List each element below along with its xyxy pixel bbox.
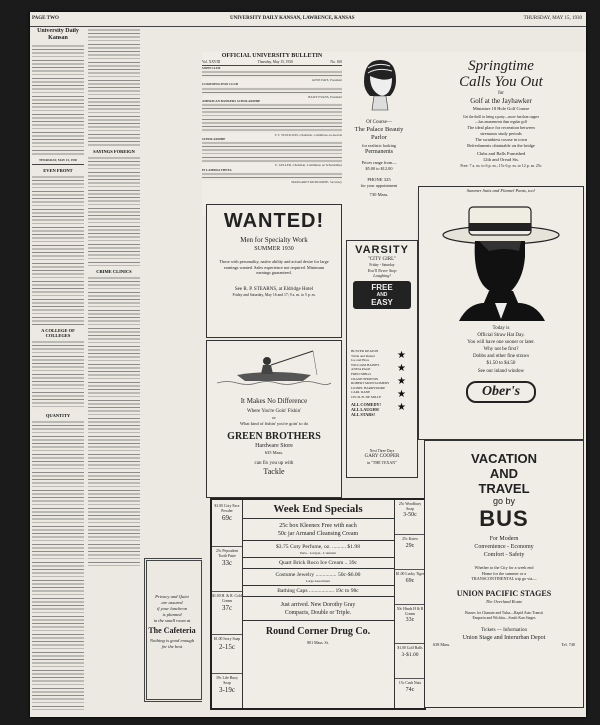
right-item-price: 3-$1.00 xyxy=(401,651,419,658)
varsity-tag-1: ALL COMEDY! xyxy=(351,401,381,407)
bus-depot: Union Stage and Interurban Depot xyxy=(462,634,546,641)
obers-line-3: You will have one sooner or later. xyxy=(467,340,535,345)
varsity-tag-3: ALL STARS! xyxy=(351,412,376,418)
springtime-p4: strenuous study periods xyxy=(480,131,522,136)
obers-line-2: Official Straw Hat Day. xyxy=(477,333,525,338)
right-item-price: 29c xyxy=(405,542,415,549)
bus-line-8: Emporia and Wichita—South Kan Stages xyxy=(472,615,536,620)
springtime-course: Miniature 18 Hole Golf Course xyxy=(472,106,530,111)
editorial-body-1 xyxy=(32,175,84,325)
masthead-staff xyxy=(32,44,84,156)
cast-member: ROBERT MONTGOMERY xyxy=(351,381,390,386)
cafeteria-line-3: if your luncheon xyxy=(156,606,188,611)
editorial-heading-2: A COLLEGE OF COLLEGES xyxy=(41,328,75,339)
cafeteria-line-6: Nothing is good enough xyxy=(149,638,195,643)
bulletin-item-heading: SOPH CLUB xyxy=(202,66,221,70)
man-in-straw-hat-illustration xyxy=(439,201,563,321)
obers-line-5: Dobbs and other fine straws xyxy=(472,354,530,359)
wanted-ad xyxy=(206,204,342,338)
varsity-theater-ad xyxy=(346,240,418,478)
cafeteria-line-5: in the small room at xyxy=(153,618,191,623)
varsity-days: Friday - Saturday xyxy=(369,263,395,267)
palace-line-7: for your appointment xyxy=(360,183,398,188)
bus-title-4: go by xyxy=(492,496,516,506)
right-item-name: 50c Hinds H & R Cream xyxy=(396,607,424,616)
palace-line-3: for realistic looking xyxy=(362,143,396,148)
cafeteria-line-4: is planned xyxy=(162,612,182,617)
green-name: GREEN BROTHERS xyxy=(227,431,321,442)
palace-line-5: Prices range from— xyxy=(361,160,397,165)
specials-c5: Costume Jewelry ............... 50c-$6.00 xyxy=(275,572,361,578)
right-item-name: $1.00 Golf Balls xyxy=(397,646,423,650)
wanted-contact: See R. P. STEARNS, at Eldridge Hotel xyxy=(234,286,314,292)
left-item-price: 2-15c xyxy=(219,642,235,651)
springtime-p8: 12th and Oread Sts. xyxy=(482,157,520,162)
cast-member: Joe and Hoss xyxy=(351,358,369,363)
palace-name: The Palace Beauty Parlor xyxy=(354,126,404,141)
right-item-name: 25c Kotex xyxy=(402,537,418,541)
green-store: Hardware Store xyxy=(255,443,293,449)
wanted-sub-1: Men for Specialty Work xyxy=(240,236,308,244)
column-2-body-3 xyxy=(88,276,140,566)
bulletin-item-sign: GENE PATE, President xyxy=(311,78,342,83)
crime-heading: CRIME CLINICS xyxy=(96,269,132,274)
obers-top: Summer Suits and Flannel Pants, too! xyxy=(466,188,536,193)
cast-member: Trixie and Russel xyxy=(351,353,375,358)
palace-line-1: Of Course— xyxy=(366,120,392,125)
wanted-sub-2: SUMMER 1930 xyxy=(254,246,294,252)
varsity-next-1: Next Three Days xyxy=(369,449,395,453)
editorial-column-2 xyxy=(88,28,140,714)
woman-portrait-illustration xyxy=(356,56,402,116)
green-line-1: It Makes No Difference xyxy=(240,397,308,405)
right-item-name: 25c Woodbury Soap xyxy=(398,502,422,511)
specials-c3b: Paris - Lorigan - L'Aimant xyxy=(242,551,394,558)
springtime-p2: —has amusements than regular golf xyxy=(475,120,527,124)
bus-line-5: Home for the summer or a xyxy=(481,570,527,576)
bulletin-date: Thursday, May 15, 1930 xyxy=(257,60,293,64)
sayings-heading: SAYINGS FOREIGN xyxy=(93,149,135,154)
obers-logo: Ober's xyxy=(466,381,536,403)
springtime-p1: Get the thrill in being a party—more fun than supper xyxy=(463,115,539,119)
obers-line-7: See our inland window xyxy=(477,369,525,374)
springtime-for: for xyxy=(498,91,504,96)
cast-member: CRANE PHOENIX xyxy=(351,376,379,381)
column-2-body-1 xyxy=(88,28,140,146)
left-item-name: 25c Pepsodent Tooth Paste xyxy=(215,549,239,558)
editorial-body-2 xyxy=(32,340,84,410)
bus-title-2: AND xyxy=(489,466,519,481)
bus-line-3: Comfort - Safety xyxy=(483,552,525,558)
specials-title: Week End Specials xyxy=(242,500,394,519)
cast-member: FRED NIBLO xyxy=(351,371,371,376)
specials-c2: 50c jar Armand Cleansing Cream xyxy=(242,530,394,541)
palace-address: 730 Mass. xyxy=(369,192,389,197)
bulletin-volume: Vol. XXVIII xyxy=(202,60,221,64)
bus-route: The Overland Route xyxy=(485,598,523,604)
left-item-price: 37c xyxy=(221,604,233,613)
left-item-price: 69c xyxy=(221,514,233,523)
week-end-specials-ad xyxy=(210,498,426,710)
obers-hat-ad xyxy=(418,186,584,440)
varsity-and: AND xyxy=(376,292,388,298)
bus-title-1: VACATION xyxy=(471,451,537,466)
bus-line-7: Busses for Chanute and Tulsa—Rapid Auto Transit xyxy=(465,610,543,615)
bus-address: 638 Mass. xyxy=(433,641,451,647)
palace-beauty-ad xyxy=(342,52,416,248)
obers-line-1: Today is xyxy=(492,326,510,331)
green-brothers-ad xyxy=(206,340,342,498)
right-item-price: 33c xyxy=(405,617,415,624)
bus-telephone: Tel. 740 xyxy=(561,641,575,647)
cast-member: BUSTER KEATON xyxy=(351,349,379,353)
springtime-title-2: Calls You Out xyxy=(459,74,543,90)
masthead-date: THURSDAY, MAY 15, 1930 xyxy=(38,158,78,162)
palace-line-6: $5.00 to $12.00 xyxy=(365,166,393,171)
wanted-hours: Friday and Saturday, May 16 and 17; 9 a. m. to 5 p. m. xyxy=(232,292,316,297)
page-number: PAGE TWO xyxy=(32,16,59,21)
left-item-price: 33c xyxy=(221,559,233,568)
varsity-next-2: GARY COOPER xyxy=(364,454,400,459)
springtime-title-1: Springtime xyxy=(468,58,534,74)
green-line-3: or xyxy=(272,415,276,420)
springtime-golf-ad xyxy=(416,52,586,192)
varsity-free: FREE xyxy=(371,283,393,292)
green-line-4: What kind of fishin' you're goin' to do xyxy=(239,421,309,426)
varsity-promo-1: You'll Never Stop xyxy=(367,268,397,273)
bulletin-title: OFFICIAL UNIVERSITY BULLETIN xyxy=(221,53,323,59)
bulletin-item-sign: MARGARET KILBOURNE, Secretary xyxy=(291,179,342,184)
bus-line-1: For Modern xyxy=(489,536,519,542)
bus-company: UNION PACIFIC STAGES xyxy=(456,588,552,598)
bulletin-item-sign: BAILY EVANS, President xyxy=(308,94,342,99)
editorial-body-3 xyxy=(32,420,84,710)
green-line-2: Where You're Goin' Fishin' xyxy=(246,409,302,414)
bus-tickets: Tickets — Information xyxy=(481,627,527,633)
wanted-title: WANTED! xyxy=(223,210,325,232)
cast-member: WILLIAM HAINES xyxy=(351,362,380,367)
obers-line-4: Why not be first? xyxy=(483,347,519,352)
right-item-price: 69c xyxy=(405,577,415,584)
varsity-next-3: in "THE TEXAN" xyxy=(367,460,397,465)
springtime-hours: Free: 7 a. m. to 6 p. m.; 15c 6 p. m. to 12 p. m. 25c xyxy=(460,163,542,168)
specials-c6: Bathing Caps .................. 19c to 98c xyxy=(242,586,394,597)
specials-c7: Just arrived. New Dorothy Gray xyxy=(280,602,356,608)
left-item-name: $1.00 Ivory Soap xyxy=(213,637,241,641)
palace-phone: PHONE 325 xyxy=(367,177,391,182)
bus-title-5: BUS xyxy=(479,506,529,531)
left-item-name: 39c Life Buoy Soap xyxy=(216,676,238,685)
bus-line-6: TRANSCONTINENTAL trip go via— xyxy=(471,576,537,582)
cafeteria-line-7: for the best xyxy=(161,644,183,649)
specials-address: 801 Mass. St. xyxy=(307,640,329,645)
cast-member: CECIL B. DE MILLE xyxy=(351,394,382,399)
star-icons: ★ ★ ★ ★ ★ xyxy=(397,350,406,413)
bus-title-3: TRAVEL xyxy=(478,481,530,496)
union-pacific-bus-ad xyxy=(424,440,584,708)
newspaper-page xyxy=(30,12,586,717)
bulletin-number: No. 160 xyxy=(330,60,342,64)
varsity-easy: EASY xyxy=(371,298,393,307)
specials-c3: $3.75 Coty Perfume, oz. .......... $1.98 xyxy=(275,544,361,550)
bulletin-item-heading: AMERICAN BANKERS SCHOLARSHIP xyxy=(202,98,261,103)
bulletin-item-heading: PI LAMBDA THETA xyxy=(202,167,232,172)
column-2-body-2 xyxy=(88,156,140,266)
green-line-5: can fix you up with xyxy=(254,461,294,466)
specials-c4: Quart Brick Roco Ice Cream .. 39c xyxy=(242,558,394,569)
fisherman-illustration xyxy=(217,347,331,387)
editorial-heading-3: QUANTITY xyxy=(45,413,71,419)
varsity-feature: "CITY GIRL" xyxy=(367,257,397,262)
specials-c1: 25c box Kleenex Free with each xyxy=(279,523,357,529)
springtime-p5: The swankiest course in town xyxy=(474,137,528,142)
editorial-heading-1: EVEN FRONT xyxy=(43,168,73,174)
left-item-name: $1.00 H. & R. Cold Cream xyxy=(212,594,242,603)
left-item-name: $1.00 Coty Face Powder xyxy=(214,504,240,513)
left-item-price: 3-19c xyxy=(219,686,235,695)
bus-line-4: Whether to the City for a week end xyxy=(474,565,534,570)
right-item-price: 3-50c xyxy=(403,512,417,519)
right-item-name: 15c Cash Nuts xyxy=(398,681,422,685)
bulletin-item-sign: E. GELLER, Chairman, Committee on Scholarships xyxy=(275,163,342,168)
bulletin-item-sign: F. T. STOCKTON, Chairman, Committee on Awards xyxy=(274,133,342,138)
bulletin-item-heading: SCHOLARSHIP xyxy=(202,137,226,142)
cast-member: LIONEL BARRYMORE xyxy=(351,385,386,390)
springtime-p7: Clubs and Balls Furnished xyxy=(476,151,526,156)
cafeteria-line-1: Privacy and Quiet xyxy=(155,594,189,599)
cafeteria-ad xyxy=(140,552,202,702)
varsity-title: VARSITY xyxy=(355,244,409,256)
right-item-name: $1.00 Lucky Tiger xyxy=(395,572,425,576)
specials-c8: Compacts, Double or Triple. xyxy=(242,609,394,621)
springtime-golf: Golf at the Jayhawker xyxy=(470,97,532,105)
cast-member: CARL DANE xyxy=(351,390,371,395)
header-date: THURSDAY, MAY 15, 1930 xyxy=(523,16,582,21)
editorial-column-1 xyxy=(32,28,84,714)
varsity-promo-2: Laughing! xyxy=(373,273,391,278)
page-header xyxy=(30,12,586,27)
bus-line-2: Convenience - Economy xyxy=(474,544,534,550)
masthead-name: University Daily Kansan xyxy=(37,28,79,41)
varsity-tag-2: ALL LAUGHS! xyxy=(351,406,380,412)
bulletin-item-heading: COSMOPOLITAN CLUB xyxy=(202,82,238,87)
green-address: 635 Mass. xyxy=(264,450,284,455)
specials-c5b: Large Assortment xyxy=(242,579,394,586)
university-bulletin xyxy=(202,52,342,216)
cafeteria-line-2: are assured xyxy=(161,600,183,605)
obers-line-6: $1.50 to $4.50 xyxy=(486,361,516,366)
springtime-p3: The ideal place for recreation between xyxy=(467,125,535,130)
green-line-6: Tackle xyxy=(263,467,285,476)
right-item-price: 74c xyxy=(405,686,415,693)
cast-member: ANITA PAGE xyxy=(351,367,371,372)
paper-title: UNIVERSITY DAILY KANSAN, LAWRENCE, KANSAS xyxy=(230,16,355,21)
palace-line-4: Permanents xyxy=(365,149,393,155)
cafeteria-name: The Cafeteria xyxy=(148,626,196,635)
wanted-body: Those with personality, native ability and actual desire for large earnings wanted. Sales experience not required. Minimum earnings guaranteed. xyxy=(219,259,329,276)
specials-store: Round Corner Drug Co. xyxy=(265,626,371,637)
springtime-p6: Refreshments obtainable on the bridge xyxy=(467,143,535,148)
